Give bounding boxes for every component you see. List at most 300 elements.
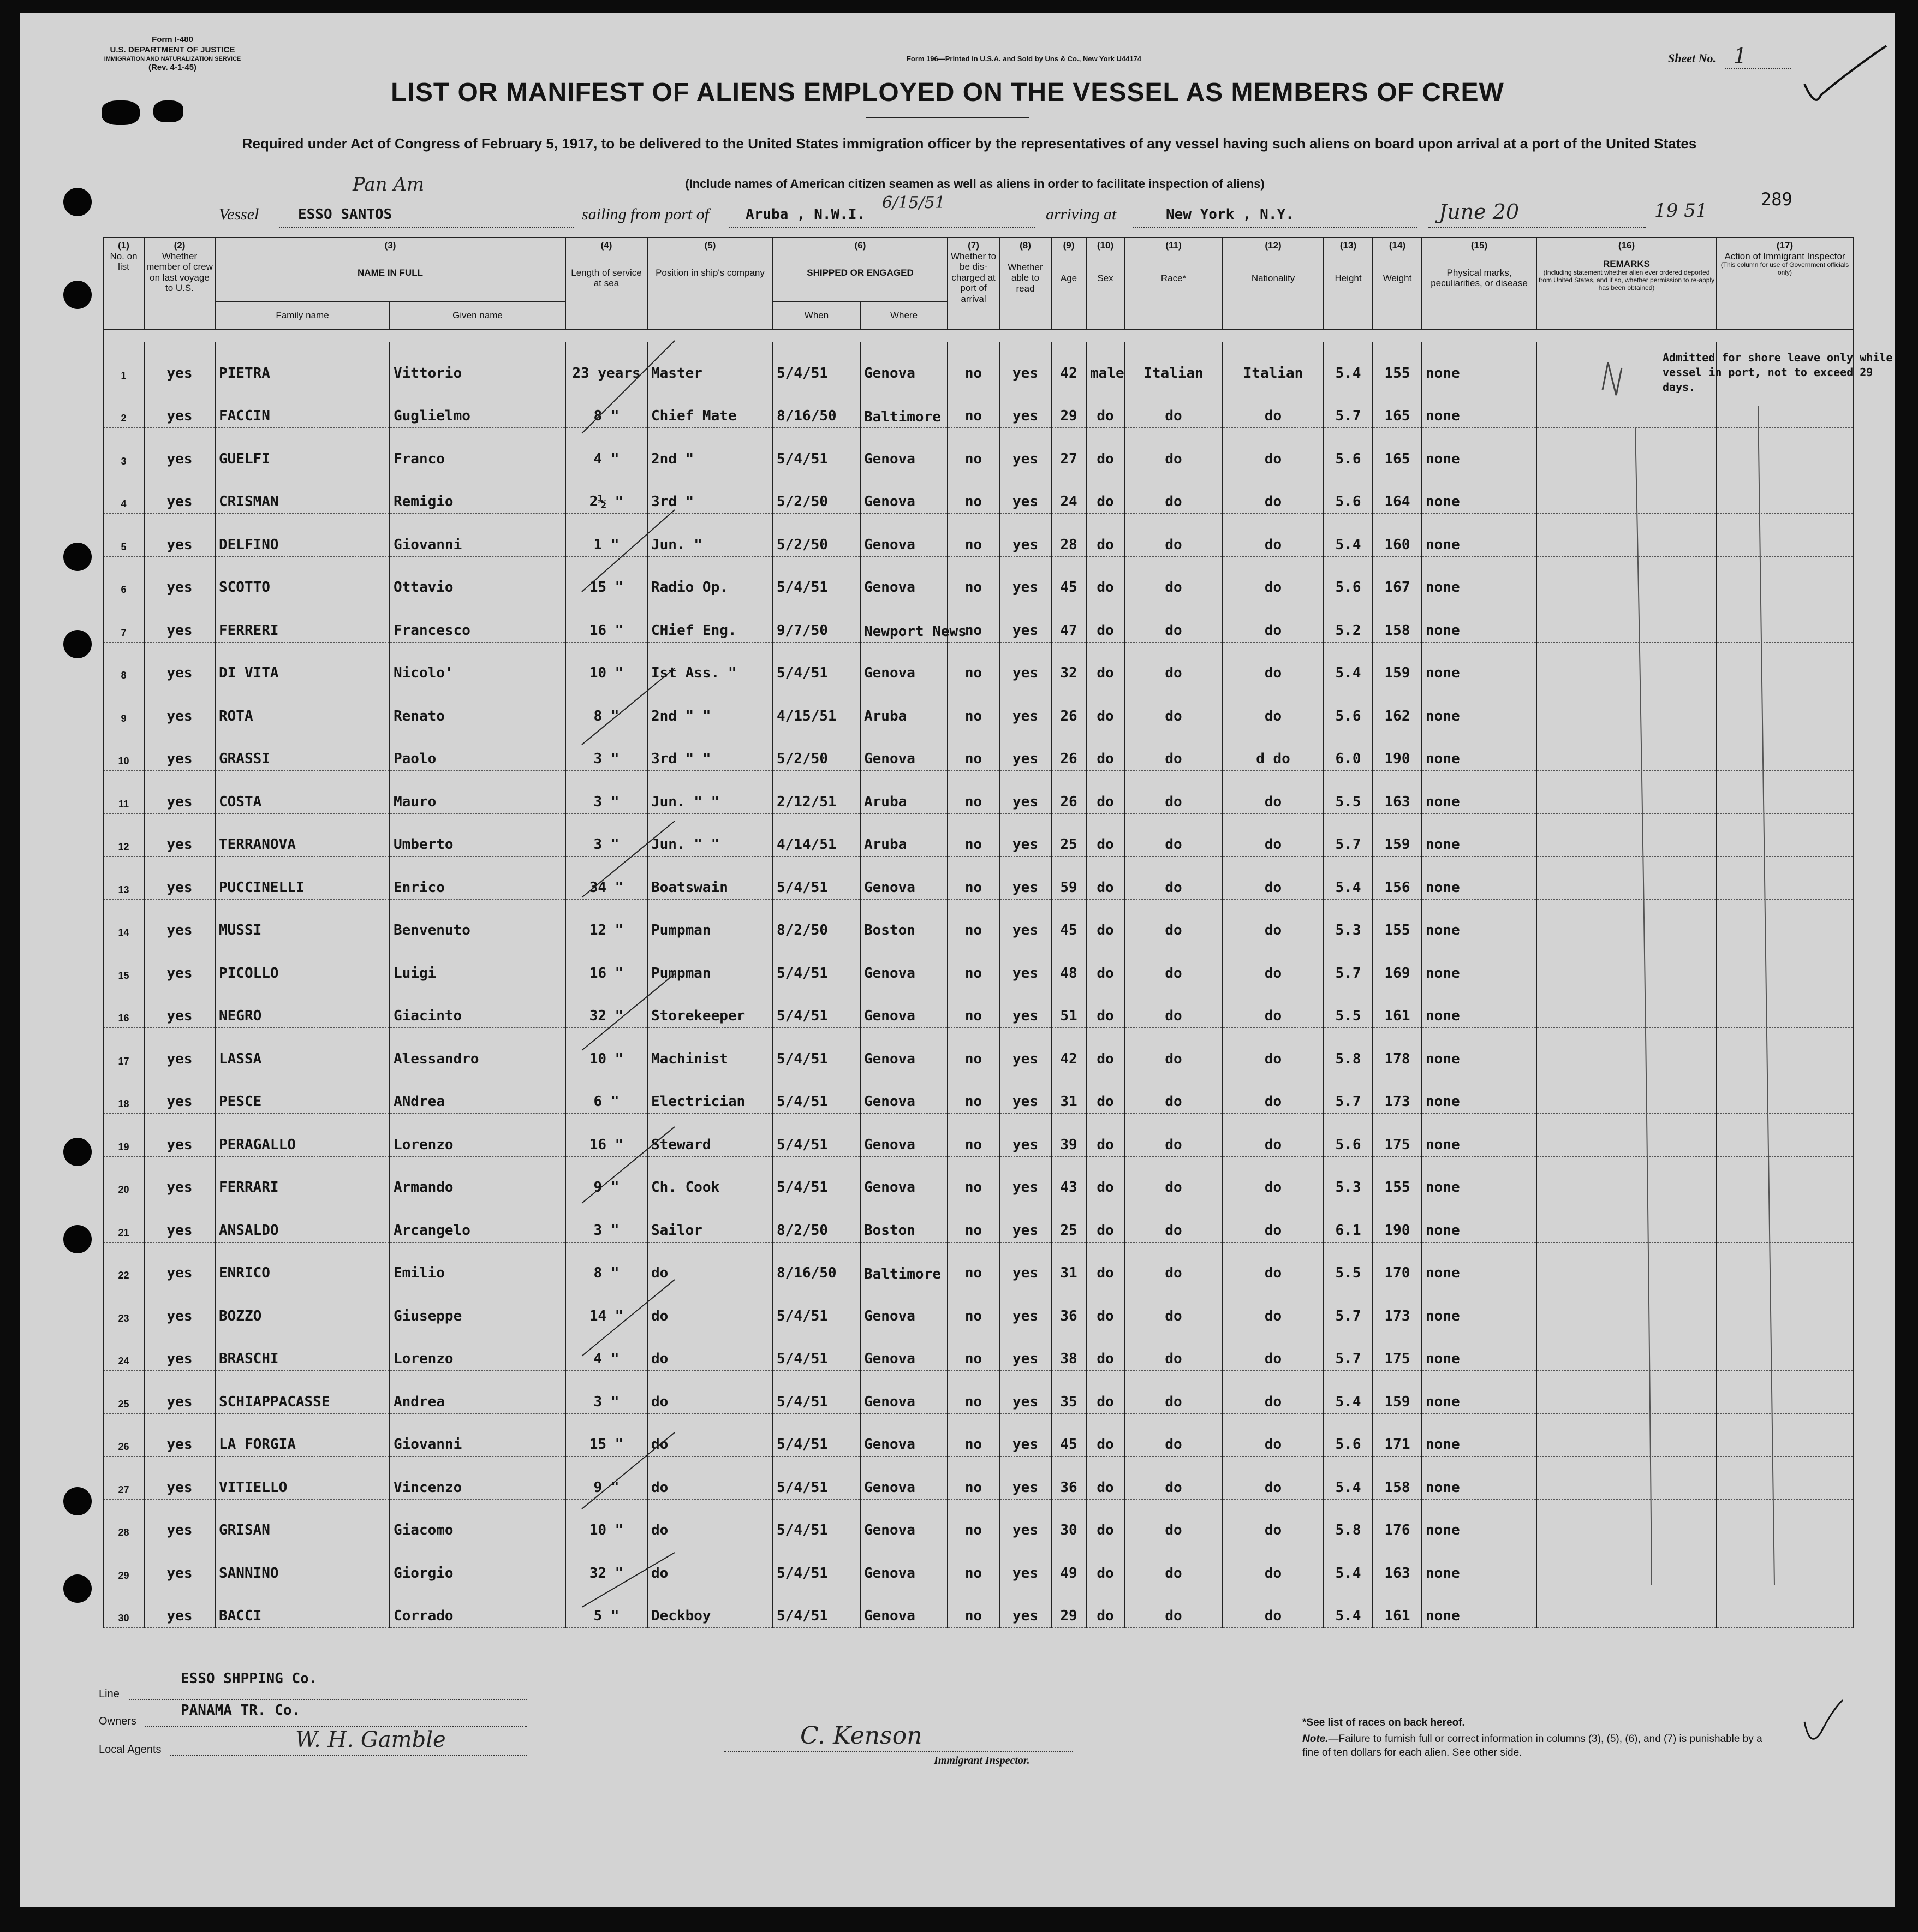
physical-marks: none (1422, 771, 1536, 814)
given-name: Ottavio (390, 556, 565, 599)
weight: 173 (1373, 1071, 1422, 1114)
age: 36 (1051, 1285, 1086, 1328)
race: do (1124, 1413, 1223, 1457)
physical-marks: none (1422, 985, 1536, 1028)
shipped-when: 5/4/51 (773, 1542, 860, 1585)
shipped-where: Aruba (860, 771, 948, 814)
given-name: Nicolo' (390, 642, 565, 685)
position: Jun. " " (647, 771, 773, 814)
col-marks-header: (15) Physical marks, peculiarities, or disease (1422, 237, 1536, 329)
family-name: PESCE (215, 1071, 390, 1114)
height: 5.6 (1324, 428, 1373, 471)
family-name: ANSALDO (215, 1199, 390, 1243)
remarks-text: Admitted for shore leave only while vessel in port, not to exceed 29 days. (1663, 351, 1893, 394)
shipped-where: Genova (860, 1585, 948, 1628)
shipped-where: Baltimore (860, 1242, 948, 1285)
physical-marks: none (1422, 342, 1536, 385)
vessel-label: Vessel (219, 205, 259, 223)
row-number: 26 (103, 1413, 144, 1457)
discharge: no (948, 857, 999, 900)
nationality: do (1223, 471, 1324, 514)
family-name: DI VITA (215, 642, 390, 685)
physical-marks: none (1422, 857, 1536, 900)
sex: do (1086, 728, 1124, 771)
prev-voyage: yes (144, 342, 215, 385)
prev-voyage: yes (144, 1585, 215, 1628)
given-name: Guglielmo (390, 385, 565, 428)
age: 36 (1051, 1457, 1086, 1500)
nationality: do (1223, 857, 1324, 900)
family-name: CRISMAN (215, 471, 390, 514)
weight: 165 (1373, 428, 1422, 471)
service-length: 8 " (565, 1242, 647, 1285)
age: 42 (1051, 1028, 1086, 1071)
shipped-where: Genova (860, 342, 948, 385)
shipped-when: 9/7/50 (773, 599, 860, 643)
shipped-when: 5/4/51 (773, 1328, 860, 1371)
physical-marks: none (1422, 899, 1536, 942)
family-name: COSTA (215, 771, 390, 814)
col-action-header: (17) Action of Immigrant Inspector (This column for use of Government officials only) (1717, 237, 1853, 329)
given-name: Giacinto (390, 985, 565, 1028)
discharge: no (948, 985, 999, 1028)
position: Machinist (647, 1028, 773, 1071)
given-name: Giorgio (390, 1542, 565, 1585)
nationality: do (1223, 1585, 1324, 1628)
col-shipped-header: (6) SHIPPED OR ENGAGED (773, 237, 948, 302)
nationality: do (1223, 1371, 1324, 1414)
service-length: 34 " (565, 857, 647, 900)
discharge: no (948, 428, 999, 471)
col-prev-voyage-header: (2) Whether member of crew on last voyage to U.S. (144, 237, 215, 329)
row-number: 23 (103, 1285, 144, 1328)
nationality: do (1223, 1542, 1324, 1585)
family-name: ENRICO (215, 1242, 390, 1285)
age: 43 (1051, 1156, 1086, 1199)
port-from: Aruba , N.W.I. (746, 206, 866, 223)
remarks-initial-icon (1603, 362, 1622, 395)
nationality: do (1223, 685, 1324, 728)
physical-marks: none (1422, 1542, 1536, 1585)
vessel-name: ESSO SANTOS (298, 206, 392, 223)
given-name: Franco (390, 428, 565, 471)
shipped-where: Genova (860, 728, 948, 771)
prev-voyage: yes (144, 514, 215, 557)
shipped-when: 5/4/51 (773, 1156, 860, 1199)
height: 5.8 (1324, 1028, 1373, 1071)
given-name: Vittorio (390, 342, 565, 385)
given-name: Umberto (390, 813, 565, 857)
prev-voyage: yes (144, 642, 215, 685)
given-name: Benvenuto (390, 899, 565, 942)
prev-voyage: yes (144, 1457, 215, 1500)
prev-voyage: yes (144, 471, 215, 514)
row-number: 1 (103, 342, 144, 385)
discharge: no (948, 771, 999, 814)
position: Ch. Cook (647, 1156, 773, 1199)
sex: do (1086, 1328, 1124, 1371)
height: 5.4 (1324, 1542, 1373, 1585)
family-name: BOZZO (215, 1285, 390, 1328)
shipped-when: 5/4/51 (773, 1371, 860, 1414)
shipped-when: 5/2/50 (773, 514, 860, 557)
shipped-where: Genova (860, 642, 948, 685)
race: do (1124, 985, 1223, 1028)
race: do (1124, 899, 1223, 942)
given-name: Andrea (390, 1371, 565, 1414)
race: do (1124, 1242, 1223, 1285)
race: do (1124, 1457, 1223, 1500)
age: 49 (1051, 1542, 1086, 1585)
physical-marks: none (1422, 1199, 1536, 1243)
given-name: Luigi (390, 942, 565, 985)
race: do (1124, 1371, 1223, 1414)
position: Deckboy (647, 1585, 773, 1628)
handwritten-marks (20, 13, 1895, 1907)
family-name: VITIELLO (215, 1457, 390, 1500)
service-length: 6 " (565, 1071, 647, 1114)
shipped-where: Genova (860, 1114, 948, 1157)
sex: do (1086, 942, 1124, 985)
prev-voyage: yes (144, 985, 215, 1028)
service-length: 12 " (565, 899, 647, 942)
height: 5.8 (1324, 1499, 1373, 1542)
check-mark-icon (1804, 46, 1886, 100)
sailing-label: sailing from port of (582, 205, 710, 223)
weight: 170 (1373, 1242, 1422, 1285)
height: 5.7 (1324, 942, 1373, 985)
row-number: 3 (103, 428, 144, 471)
physical-marks: none (1422, 385, 1536, 428)
able-to-read: yes (999, 1028, 1051, 1071)
age: 31 (1051, 1071, 1086, 1114)
family-name: FACCIN (215, 385, 390, 428)
weight: 159 (1373, 642, 1422, 685)
weight: 167 (1373, 556, 1422, 599)
sex: do (1086, 1156, 1124, 1199)
discharge: no (948, 942, 999, 985)
given-name: Alessandro (390, 1028, 565, 1071)
shipped-when: 5/4/51 (773, 1028, 860, 1071)
service-length: 10 " (565, 642, 647, 685)
age: 26 (1051, 685, 1086, 728)
row-number: 29 (103, 1542, 144, 1585)
nationality: do (1223, 642, 1324, 685)
nationality: do (1223, 985, 1324, 1028)
shipped-when: 8/2/50 (773, 1199, 860, 1243)
given-name: Giuseppe (390, 1285, 565, 1328)
height: 5.6 (1324, 1413, 1373, 1457)
shipped-where: Genova (860, 985, 948, 1028)
given-name: ANdrea (390, 1071, 565, 1114)
given-name: Lorenzo (390, 1114, 565, 1157)
able-to-read: yes (999, 642, 1051, 685)
given-name: Corrado (390, 1585, 565, 1628)
shipped-where: Genova (860, 1457, 948, 1500)
position: Radio Op. (647, 556, 773, 599)
sex: do (1086, 1371, 1124, 1414)
discharge: no (948, 1413, 999, 1457)
able-to-read: yes (999, 942, 1051, 985)
prev-voyage: yes (144, 899, 215, 942)
weight: 159 (1373, 1371, 1422, 1414)
height: 5.5 (1324, 985, 1373, 1028)
nationality: do (1223, 1499, 1324, 1542)
subnote: (Include names of American citizen seamen as well as aliens in order to facilitate inspection of aliens) (685, 177, 1265, 191)
discharge: no (948, 1242, 999, 1285)
discharge: no (948, 1371, 999, 1414)
position: do (647, 1371, 773, 1414)
port-to: New York , N.Y. (1166, 206, 1294, 223)
physical-marks: none (1422, 1028, 1536, 1071)
prev-voyage: yes (144, 1499, 215, 1542)
age: 26 (1051, 771, 1086, 814)
row-number: 24 (103, 1328, 144, 1371)
family-name: SCOTTO (215, 556, 390, 599)
race: do (1124, 642, 1223, 685)
col-position-header: (5) Position in ship's company (647, 237, 773, 329)
service-slash-8 (582, 1432, 675, 1509)
physical-marks: none (1422, 642, 1536, 685)
height: 6.0 (1324, 728, 1373, 771)
given-name: Francesco (390, 599, 565, 643)
position: Pumpman (647, 942, 773, 985)
given-name: Giovanni (390, 514, 565, 557)
service-length: 32 " (565, 1542, 647, 1585)
nationality: do (1223, 428, 1324, 471)
weight: 159 (1373, 813, 1422, 857)
family-name: PIETRA (215, 342, 390, 385)
shipped-when: 5/4/51 (773, 342, 860, 385)
family-name: FERRERI (215, 599, 390, 643)
discharge: no (948, 1071, 999, 1114)
prev-voyage: yes (144, 556, 215, 599)
sex: do (1086, 1585, 1124, 1628)
able-to-read: yes (999, 556, 1051, 599)
nationality: Italian (1223, 342, 1324, 385)
nationality: do (1223, 514, 1324, 557)
weight: 161 (1373, 985, 1422, 1028)
row-number: 6 (103, 556, 144, 599)
col-discharge-header: (7) Whether to be dis-charged at port of arrival (948, 237, 999, 329)
line-label: Line (99, 1688, 120, 1700)
race: do (1124, 385, 1223, 428)
sheet-label: Sheet No. (1668, 51, 1716, 65)
race: do (1124, 1028, 1223, 1071)
given-name: Remigio (390, 471, 565, 514)
shipped-when: 5/4/51 (773, 556, 860, 599)
position: Chief Mate (647, 385, 773, 428)
height: 5.6 (1324, 471, 1373, 514)
sex: do (1086, 514, 1124, 557)
discharge: no (948, 899, 999, 942)
physical-marks: none (1422, 1156, 1536, 1199)
nationality: do (1223, 1328, 1324, 1371)
age: 24 (1051, 471, 1086, 514)
row-number: 4 (103, 471, 144, 514)
service-length: 3 " (565, 1371, 647, 1414)
position: Sailor (647, 1199, 773, 1243)
shipped-when: 5/2/50 (773, 728, 860, 771)
able-to-read: yes (999, 1114, 1051, 1157)
able-to-read: yes (999, 1457, 1051, 1500)
given-name: Mauro (390, 771, 565, 814)
able-to-read: yes (999, 1285, 1051, 1328)
able-to-read: yes (999, 1542, 1051, 1585)
sex: do (1086, 1499, 1124, 1542)
form-number: Form I-480 (152, 35, 193, 44)
physical-marks: none (1422, 813, 1536, 857)
line-value: ESSO SHPPING Co. (181, 1671, 318, 1687)
able-to-read: yes (999, 1071, 1051, 1114)
age: 25 (1051, 1199, 1086, 1243)
page-title: LIST OR MANIFEST OF ALIENS EMPLOYED ON THE VESSEL AS MEMBERS OF CREW (391, 78, 1504, 107)
shipped-when: 8/16/50 (773, 1242, 860, 1285)
height: 5.7 (1324, 1328, 1373, 1371)
weight: 155 (1373, 899, 1422, 942)
prev-voyage: yes (144, 1371, 215, 1414)
row-number: 9 (103, 685, 144, 728)
sex: do (1086, 1457, 1124, 1500)
race: do (1124, 1285, 1223, 1328)
age: 31 (1051, 1242, 1086, 1285)
given-name: Emilio (390, 1242, 565, 1285)
weight: 163 (1373, 771, 1422, 814)
nationality: do (1223, 1457, 1324, 1500)
service-slash-1 (582, 341, 675, 433)
able-to-read: yes (999, 1199, 1051, 1243)
race: do (1124, 813, 1223, 857)
row-number: 21 (103, 1199, 144, 1243)
row-number: 2 (103, 385, 144, 428)
family-name: ROTA (215, 685, 390, 728)
position: Boatswain (647, 857, 773, 900)
race: Italian (1124, 342, 1223, 385)
nationality: do (1223, 1199, 1324, 1243)
discharge: no (948, 728, 999, 771)
prev-voyage: yes (144, 1199, 215, 1243)
shipped-where: Genova (860, 1413, 948, 1457)
service-length: 3 " (565, 771, 647, 814)
shipped-when: 5/4/51 (773, 1413, 860, 1457)
shipped-when: 4/15/51 (773, 685, 860, 728)
prev-voyage: yes (144, 1114, 215, 1157)
shipped-when: 5/4/51 (773, 642, 860, 685)
race: do (1124, 1499, 1223, 1542)
given-name: Vincenzo (390, 1457, 565, 1500)
family-name: PUCCINELLI (215, 857, 390, 900)
physical-marks: none (1422, 1285, 1536, 1328)
able-to-read: yes (999, 599, 1051, 643)
race: do (1124, 1156, 1223, 1199)
col-age-header: (9) Age (1051, 237, 1086, 329)
able-to-read: yes (999, 728, 1051, 771)
service-length: 3 " (565, 813, 647, 857)
position: Jun. " (647, 514, 773, 557)
arriving-label: arriving at (1046, 205, 1117, 223)
position: Electrician (647, 1071, 773, 1114)
shipped-where: Genova (860, 1371, 948, 1414)
weight: 175 (1373, 1328, 1422, 1371)
nationality: do (1223, 942, 1324, 985)
able-to-read: yes (999, 813, 1051, 857)
family-name: GUELFI (215, 428, 390, 471)
document-number: 289 (1761, 189, 1792, 210)
service-length: 10 " (565, 1499, 647, 1542)
footer-initial-icon (1804, 1700, 1843, 1739)
prev-voyage: yes (144, 1542, 215, 1585)
row-number: 10 (103, 728, 144, 771)
family-name: PICOLLO (215, 942, 390, 985)
service-length: 1 " (565, 514, 647, 557)
discharge: no (948, 556, 999, 599)
col-remarks-header: (16) REMARKS (Including statement whether alien ever ordered deported from United States, and if so, whether permission to re-apply has been obtained) (1536, 237, 1717, 329)
discharge: no (948, 1499, 999, 1542)
col-service-header: (4) Length of service at sea (565, 237, 647, 329)
discharge: no (948, 813, 999, 857)
col-sex-header: (10) Sex (1086, 237, 1124, 329)
service-length: 32 " (565, 985, 647, 1028)
physical-marks: none (1422, 599, 1536, 643)
discharge: no (948, 1542, 999, 1585)
weight: 155 (1373, 1156, 1422, 1199)
weight: 178 (1373, 1028, 1422, 1071)
age: 45 (1051, 1413, 1086, 1457)
able-to-read: yes (999, 985, 1051, 1028)
col-given-name-header: Given name (390, 302, 565, 329)
agents-label: Local Agents (99, 1744, 162, 1756)
family-name: LA FORGIA (215, 1413, 390, 1457)
shipped-when: 5/4/51 (773, 1499, 860, 1542)
col-where-header: Where (860, 302, 948, 329)
printer-line: Form 196—Printed in U.S.A. and Sold by Uns & Co., New York U44174 (906, 55, 1142, 63)
shipped-when: 8/2/50 (773, 899, 860, 942)
service-length: 3 " (565, 1199, 647, 1243)
line-underline (129, 1699, 527, 1700)
race: do (1124, 857, 1223, 900)
position: do (647, 1242, 773, 1285)
shipped-where: Aruba (860, 685, 948, 728)
able-to-read: yes (999, 1413, 1051, 1457)
position: do (647, 1542, 773, 1585)
height: 5.4 (1324, 1585, 1373, 1628)
shipped-when: 8/16/50 (773, 385, 860, 428)
age: 29 (1051, 1585, 1086, 1628)
position: Master (647, 342, 773, 385)
height: 6.1 (1324, 1199, 1373, 1243)
height: 5.3 (1324, 1156, 1373, 1199)
note-label: Note. (1302, 1733, 1329, 1745)
shipped-when: 5/4/51 (773, 985, 860, 1028)
service-length: 14 " (565, 1285, 647, 1328)
penalty-note (1302, 1733, 1772, 1759)
race: do (1124, 942, 1223, 985)
physical-marks: none (1422, 1585, 1536, 1628)
shipped-when: 5/4/51 (773, 428, 860, 471)
shipped-where: Genova (860, 428, 948, 471)
shipped-where: Genova (860, 1156, 948, 1199)
family-name: BACCI (215, 1585, 390, 1628)
weight: 160 (1373, 514, 1422, 557)
position: do (647, 1328, 773, 1371)
shipped-where: Genova (860, 1028, 948, 1071)
race: do (1124, 1542, 1223, 1585)
nationality: do (1223, 899, 1324, 942)
able-to-read: yes (999, 1371, 1051, 1414)
discharge: no (948, 471, 999, 514)
given-name: Giovanni (390, 1413, 565, 1457)
prev-voyage: yes (144, 1028, 215, 1071)
